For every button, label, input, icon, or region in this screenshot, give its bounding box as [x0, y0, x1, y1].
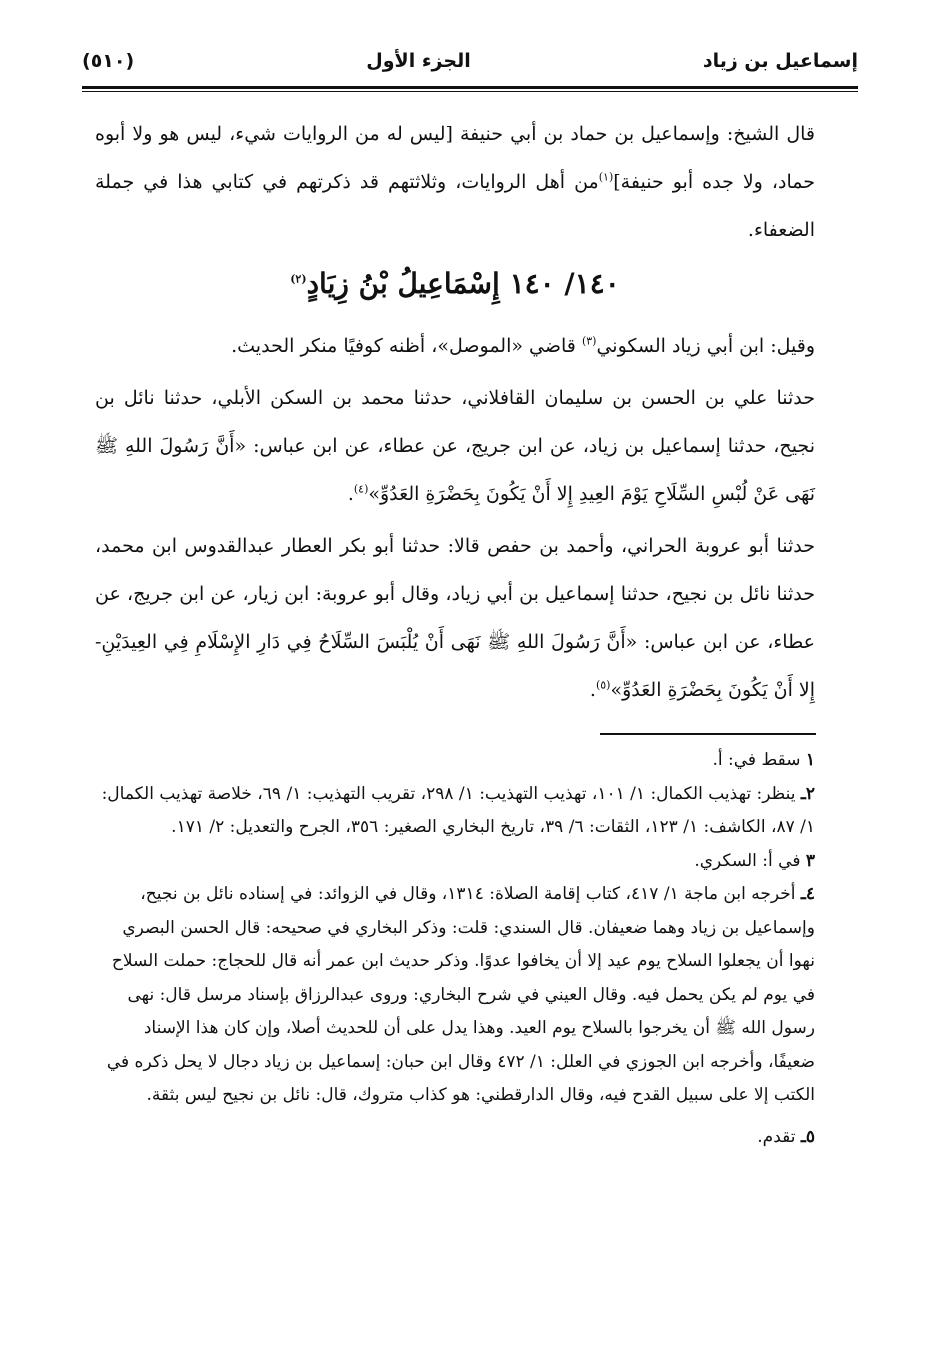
footnote-number: ١ — [805, 750, 815, 770]
footnote-item — [95, 744, 815, 778]
footnote-ref-5: (٥) — [595, 678, 611, 692]
footnote-number: ٤ـ — [800, 884, 815, 904]
entry-note-paragraph — [95, 322, 815, 370]
volume-label: الجزء الأول — [366, 50, 471, 72]
footnote-text: سقط في: أ. — [712, 750, 801, 770]
hadith-paragraph-1: حدثنا علي بن الحسن بن سليمان القافلاني، حدثنا محمد بن السكن الأبلي، حدثنا نائل بن نجيح، حدثنا إسماعيل بن زياد، عن ابن جريج، عن عطاء، عن ابن عباس: «أَنَّ رَسُولَ اللهِ ﷺ نَهَى عَنْ لُبْسِ السِّلَاحِ يَوْمَ العِيدِ إِلا أَنْ يَكُونَ بِحَضْرَةِ العَدُوِّ»$^{(٤)}$. — [95, 387, 815, 505]
footnote-item — [95, 1121, 815, 1155]
footnote-text: في أ: السكري. — [694, 850, 801, 871]
footnote-ref-1: (١) — [598, 170, 614, 184]
footnote-ref-2: (٢) — [290, 272, 307, 286]
entry-note-text: وقيل: ابن أبي زياد السكوني — [596, 335, 815, 357]
hadith-paragraph-2: حدثنا أبو عروبة الحراني، وأحمد بن حفص قالا: حدثنا أبو بكر العطار عبدالقدوس ابن محمد، حدثنا نائل بن نجيح، حدثنا إسماعيل بن أبي زياد، وقال أبو عروبة: ابن زيار، عن ابن جريج، عن عطاء، عن ابن عباس: «أَنَّ رَسُولَ اللهِ ﷺ نَهَى أَنْ يُلْبَسَ السِّلَاحُ فِي دَارِ الإِسْلَامِ فِي العِيدَيْنِ- إِلا أَنْ يَكُونَ بِحَضْرَةِ العَدُوِّ»$^{(٥)}$. — [95, 535, 815, 701]
intro-paragraph — [95, 110, 815, 254]
entry-heading — [95, 262, 815, 306]
intro-text: قال الشيخ: وإسماعيل بن حماد بن أبي حنيفة [ليس له من الروايات شيء، ليس هو ولا أبوه حماد، ولا جده أبو حنيفة] — [95, 123, 816, 193]
footnote-rule — [600, 733, 816, 735]
page-header — [82, 40, 858, 82]
footnote-ref-4: (٤) — [353, 482, 369, 496]
entry-note-tail: قاضي «الموصل»، أظنه كوفيًا منكر الحديث. — [231, 335, 576, 357]
footnote-item — [95, 778, 815, 845]
footnote-ref-3: (٣) — [581, 334, 597, 348]
footnote-text: ينظر: تهذيب الكمال: ١/ ١٠١، تهذيب التهذيب: ١/ ٢٩٨، تقريب التهذيب: ١/ ٦٩، خلاصة تهذيب الكمال: ١/ ٨٧، الكاشف: ١/ ١٢٣، الثقات: ٦/ ٣٩، تاريخ البخاري الصغير: ٣٥٦، الجرح والتعديل: ٢/ ١٧١. — [101, 783, 815, 837]
intro-tail: من أهل الروايات، وثلاثتهم قد ذكرتهم في كتابي هذا في جملة الضعفاء. — [95, 171, 815, 241]
entry-title: ١٤٠/ ١٤٠ إِسْمَاعِيلُ بْنُ زِيَادٍ — [306, 267, 620, 300]
footnote-text: أخرجه ابن ماجة ١/ ٤١٧، كتاب إقامة الصلاة: ١٣١٤، وقال في الزوائد: في إسناده نائل بن نجيح، وإسماعيل بن زياد وهما ضعيفان. قال السندي: قلت: وذكر البخاري في صحيحه: قال الحسن البصري نهوا أن يجعلوا السلاح يوم عيد إلا أن يخافوا عدوًا. وذكر حديث ابن عمر أنه قال للحجاج: حملت السلاح في يوم لم يكن يحمل فيه. وقال العيني في شرح البخاري: وروى عبدالرزاق بإسناد مرسل قال: نهى رسول الله ﷺ أن يخرجوا بالسلاح يوم العيد. وهذا يدل على أن للحديث أصلا، وإن كان هذا الإسناد ضعيفًا، وأخرجه ابن الجوزي في العلل: ١/ ٤٧٢ وقال ابن حبان: إسماعيل بن زياد دجال لا يحل ذكره في الكتب إلا على سبيل القدح فيه، وقال الدارقطني: هو كذاب متروك، قال: نائل بن نجيح ليس بثقة. — [106, 884, 815, 1105]
footnote-number: ٥ـ — [800, 1126, 815, 1147]
page-number: (٥١٠) — [82, 50, 135, 72]
hadith-1-text: حدثنا علي بن الحسن بن سليمان القافلاني، حدثنا محمد بن السكن الأبلي، حدثنا نائل بن نجيح، حدثنا إسماعيل بن زياد، عن ابن جريج، عن عطاء، عن ابن عباس: «أَنَّ رَسُولَ اللهِ ﷺ نَهَى عَنْ لُبْسِ السِّلَاحِ يَوْمَ العِيدِ إِلا أَنْ يَكُونَ بِحَضْرَةِ العَدُوِّ» — [95, 387, 815, 505]
footnote-text: تقدم. — [757, 1126, 796, 1147]
hadith-2-text: حدثنا أبو عروبة الحراني، وأحمد بن حفص قالا: حدثنا أبو بكر العطار عبدالقدوس ابن محمد، حدثنا نائل بن نجيح، حدثنا إسماعيل بن أبي زياد، وقال أبو عروبة: ابن زيار، عن ابن جريج، عن عطاء، عن ابن عباس: «أَنَّ رَسُولَ اللهِ ﷺ نَهَى أَنْ يُلْبَسَ السِّلَاحُ فِي دَارِ الإِسْلَامِ فِي العِيدَيْنِ- إِلا أَنْ يَكُونَ بِحَضْرَةِ العَدُوِّ» — [95, 535, 815, 701]
running-title: إسماعيل بن زياد — [702, 50, 858, 72]
footnote-item — [95, 878, 815, 1113]
footnote-item — [95, 845, 815, 879]
footnote-number: ٣ — [805, 850, 815, 871]
footnote-number: ٢ـ — [800, 783, 815, 804]
footnotes — [95, 744, 815, 1154]
header-rule — [82, 86, 858, 92]
